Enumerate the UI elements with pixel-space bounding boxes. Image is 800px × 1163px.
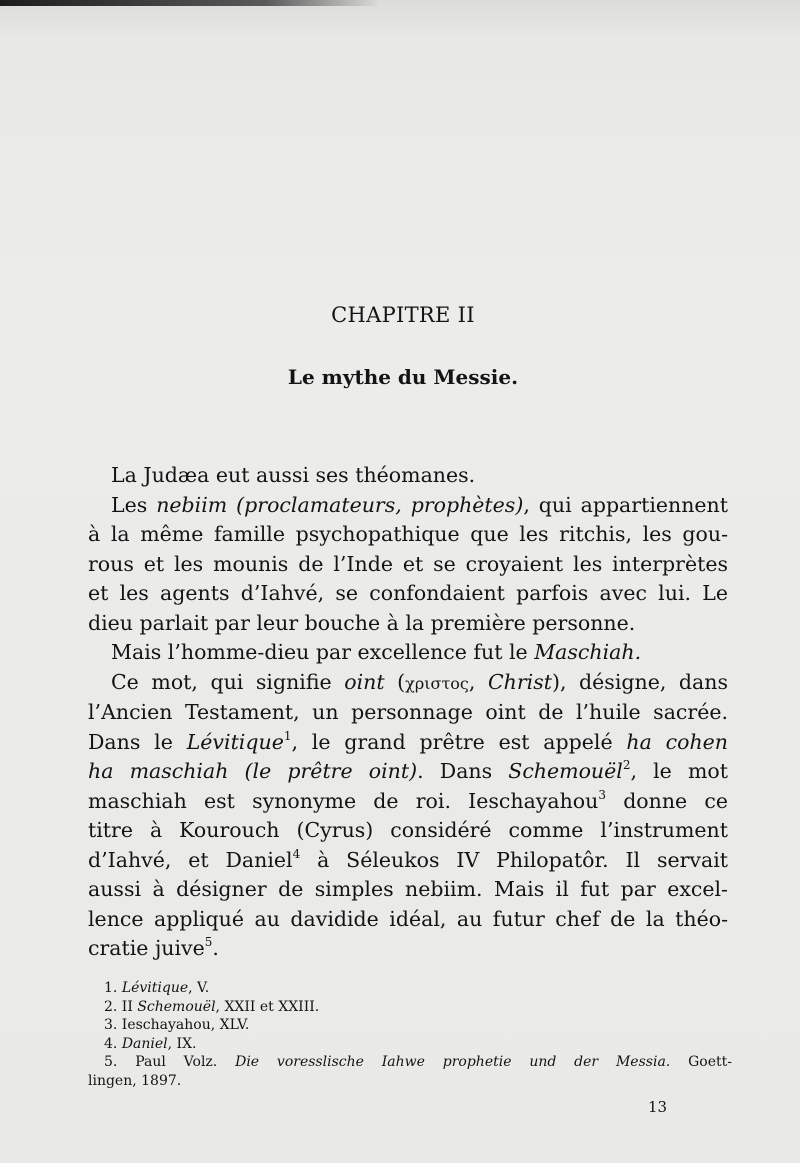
text-line: lence appliqué au davidide idéal, au futur chef de la théo-: [88, 906, 728, 931]
footnotes: [88, 979, 732, 1090]
text-line: ha maschiah (le prêtre oint). Dans Schemouël$^2$, le mot: [88, 758, 728, 783]
text-line: maschiah est synonyme de roi. Ieschayahou$^3$ donne ce: [88, 787, 728, 813]
text-line: et les agents d’Iahvé, se confondaient parfois avec lui. Le: [88, 581, 728, 605]
text-line: aussi à désigner de simples nebiim. Mais il fut par excel-: [88, 877, 728, 901]
footnote: 5. Paul Volz. Die voresslische Iahwe prophetie und der Messia. Goett-: [104, 1054, 732, 1070]
text-line: l’Ancien Testament, un personnage oint de l’huile sacrée.: [88, 700, 728, 724]
text-line: Mais l’homme-dieu par excellence fut le Maschiah.: [111, 640, 642, 664]
footnote: 3. Ieschayahou, XLV.: [104, 1017, 250, 1033]
text-line: d’Iahvé, et Daniel$^4$ à Séleukos IV Philopatôr. Il servait: [88, 846, 729, 872]
chapter-heading: CHAPITRE II: [331, 303, 475, 327]
footnote: 4. Daniel, IX.: [104, 1035, 197, 1052]
text-line: La Judæa eut aussi ses théomanes.: [111, 463, 476, 487]
text-line: à la même famille psychopathique que les ritchis, les gou-: [88, 522, 728, 546]
text-line: dieu parlait par leur bouche à la première personne.: [88, 610, 636, 635]
text-line: Les nebiim (proclamateurs, prophètes), qui appartiennent: [111, 492, 728, 517]
text-line: Dans le Lévitique$^1$, le grand prêtre est appelé ha cohen: [88, 728, 728, 754]
text-line: titre à Kourouch (Cyrus) considéré comme l’instrument: [88, 818, 728, 842]
footnote: 1. Lévitique, V.: [104, 980, 210, 996]
footnote: 2. II Schemouël, XXII et XXIII.: [104, 998, 320, 1015]
footnote-continuation: lingen, 1897.: [88, 1072, 182, 1089]
body-text: [88, 461, 728, 964]
text-line: cratie juive$^5$.: [88, 935, 219, 960]
text-line: rous et les mounis de l’Inde et se croyaient les interprètes: [88, 551, 728, 576]
scan-edge: [0, 0, 380, 6]
chapter-subtitle: Le mythe du Messie.: [287, 365, 519, 389]
text-line: Ce mot, qui signifie oint (χριστος, Christ), désigne, dans: [111, 669, 728, 694]
page-number: 13: [648, 1098, 668, 1116]
